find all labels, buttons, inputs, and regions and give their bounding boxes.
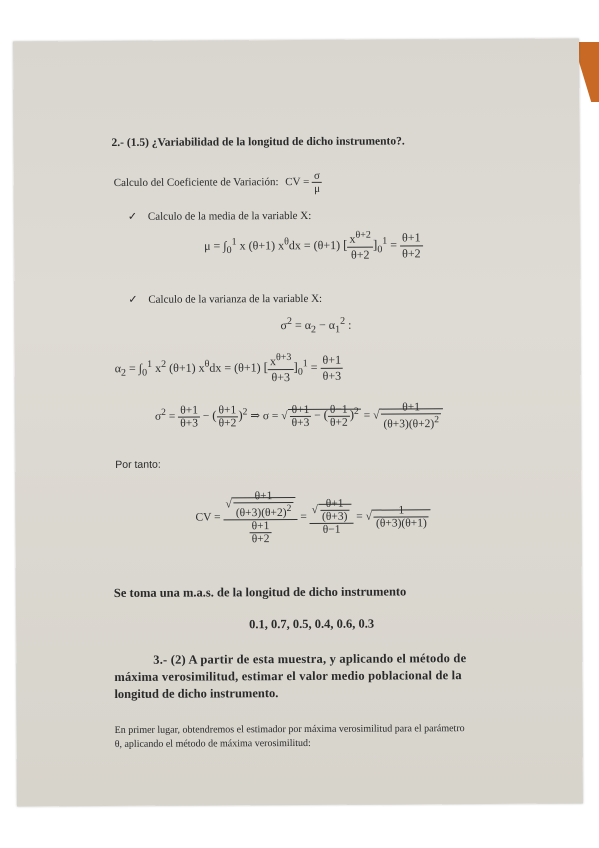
cv-result-equation: CV = √ $\frac{\theta+1}{(\theta+3)(\theta+2)^2}$ $\frac{\theta+1}{\theta+2}$ = √ $\frac{\theta+1}{(\theta+3)}$ θ−1 = √ $\frac{1}{(\theta+3)(\theta+1)}$ [195,489,431,545]
por-tanto: Por tanto: [115,458,161,471]
mean-label: Calculo de la media de la variable X: [147,209,312,223]
section-2-heading: 2.- (1.5) ¿Variabilidad de la longitud de dicho instrumento?. [111,135,405,149]
variance-bullet [128,292,322,306]
sigma2-equation: $\sigma^2$ = $\frac{\theta+1}{\theta+3}$ − ( $\frac{\theta+1}{\theta+2}$ )$^2$ ⇒ σ = √ $\frac{\theta+1}{\theta+3}$ − ( $\frac{\theta-1}{\theta+2}$ )$^2$ = √ $\frac{\theta+1}{(\theta+3)(\theta+2)^2}$ [155,401,443,431]
mean-bullet [128,209,311,223]
section-3-heading-line-3: longitud de dicho instrumento. [114,686,279,701]
variance-label: Calculo de la varianza de la variable X: [148,292,323,306]
check-icon: ✓ [127,210,138,223]
cv-intro [114,170,322,196]
section-3-heading-line-2: máxima verosimilitud, estimar el valor medio poblacional de la [114,668,462,684]
alpha2-equation: $\alpha_2 = \int_0^1$ $x^2$ (θ+1) $x^\theta dx = (\theta+1)$ [ $\frac{x^{\theta+3}}{\theta+3}$ ]$_0^1$ = $\frac{\theta+1}{\theta+3}$ [114,352,342,385]
paragraph-line-2: θ, aplicando el método de máxima verosimilitud: [114,737,311,750]
document-page [13,39,583,807]
variance-definition: $\sigma^2 = \alpha_2 - \alpha_1^2$ : [280,315,352,336]
cv-intro-label: Calculo del Coeficiente de Variación: [113,176,279,189]
mean-equation: $\mu = \int_0^1$ x (θ+1) $x^\theta dx = (\theta+1)$ [ $\frac{x^{\theta+2}}{\theta+2}$ ]$_0^1$ = $\frac{\theta+1}{\theta+2}$ [204,229,421,262]
sample-heading: Se toma una m.a.s. de la longitud de dicho instrumento [113,584,407,600]
check-icon: ✓ [128,293,138,306]
section-3-heading-line-1: 3.- (2) A partir de esta muestra, y aplicando el método de [153,651,467,667]
sample-values: 0.1, 0.7, 0.5, 0.4, 0.6, 0.3 [249,616,375,632]
paragraph-line-1: En primer lugar, obtendremos el estimador por máxima verosimilitud para el parámetro [114,723,465,736]
cv-definition: CV = $\frac{\sigma}{\mu}$ [285,169,321,195]
